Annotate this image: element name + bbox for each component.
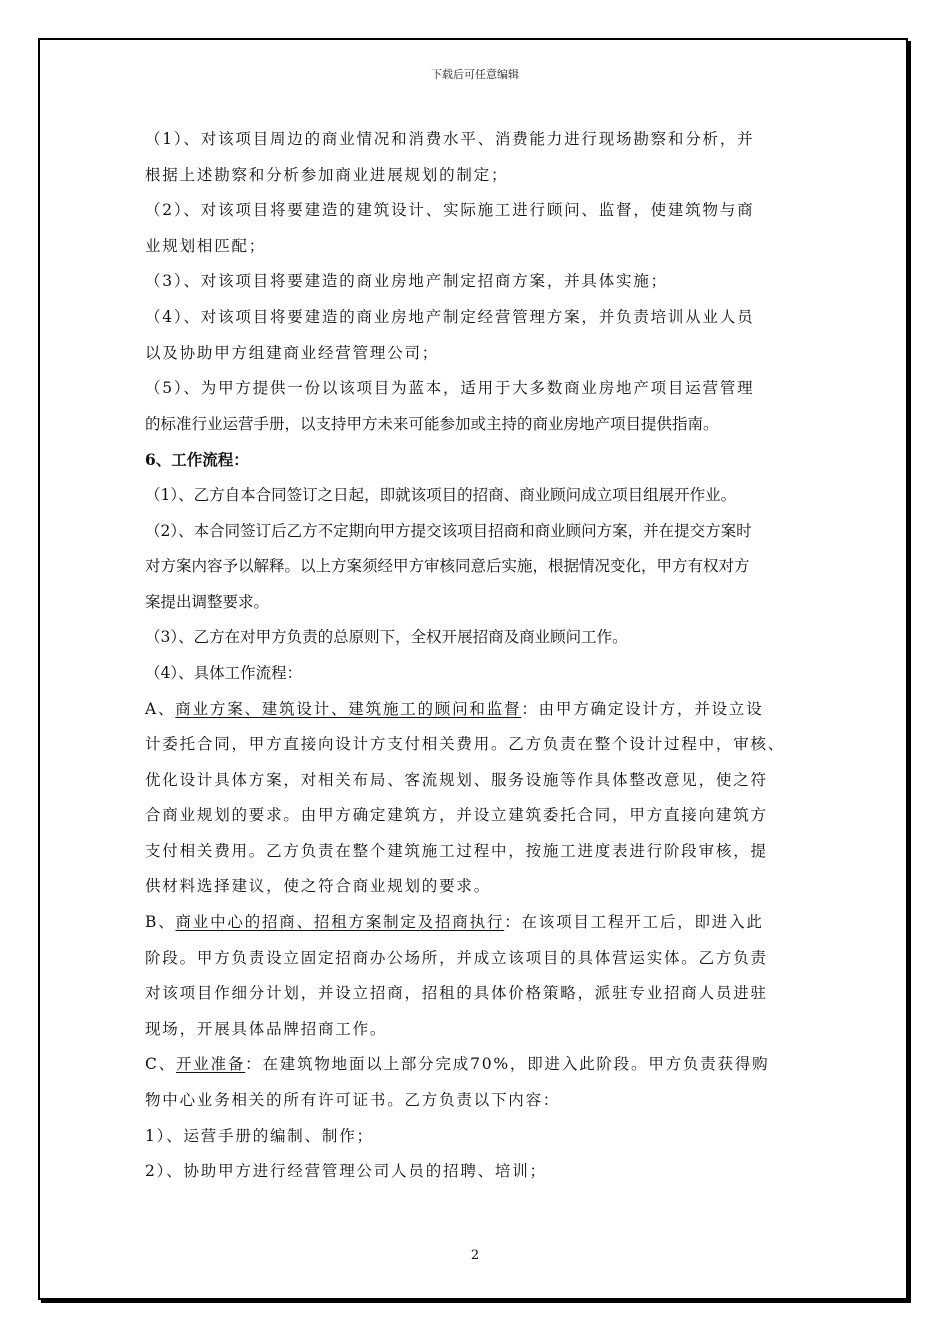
text-line (145, 1012, 815, 1048)
text-segment: 现场，开展具体品牌招商工作。 (145, 1019, 388, 1038)
underlined-term: 开业准备 (175, 1055, 246, 1074)
text-segment: 2）、协助甲方进行经营管理公司人员的招聘、培训； (145, 1162, 547, 1181)
text-segment: （3）、乙方在对甲方负责的总原则下，全权开展招商及商业顾问工作。 (145, 628, 628, 647)
text-segment: A、 (145, 699, 176, 718)
text-segment: 业规划相匹配； (145, 236, 267, 255)
text-line (145, 371, 815, 407)
text-line (145, 834, 815, 870)
text-segment: 计委托合同，甲方直接向设计方支付相关费用。乙方负责在整个设计过程中，审核、 (145, 735, 786, 754)
text-segment: ：由甲方确定设计方，并设立设 (521, 699, 764, 718)
text-line (145, 1154, 815, 1190)
text-segment: 对方案内容予以解释。以上方案须经甲方审核同意后实施，根据情况变化，甲方有权对方 (145, 557, 750, 576)
text-line (145, 549, 815, 585)
text-line (145, 193, 815, 229)
text-segment: 阶段。甲方负责设立固定招商办公场所，并成立该项目的具体营运实体。乙方负责 (145, 948, 768, 967)
text-segment: （4）、具体工作流程： (145, 663, 303, 682)
text-segment: ：在建筑物地面以上部分完成70%，即进入此阶段。甲方负责获得购 (245, 1055, 770, 1074)
text-segment: （4）、对该项目将要建造的商业房地产制定经营管理方案，并负责培训从业人员 (145, 307, 755, 326)
text-segment: 的标准行业运营手册，以支持甲方未来可能参加或主持的商业房地产项目提供指南。 (145, 414, 719, 433)
text-segment: 以及协助甲方组建商业经营管理公司； (145, 343, 440, 362)
text-segment: C、 (145, 1055, 176, 1074)
underlined-term: 商业方案、建筑设计、建筑施工的顾问和监督 (175, 699, 522, 718)
text-line (145, 1083, 815, 1119)
text-line (145, 869, 815, 905)
document-body (145, 122, 815, 1190)
text-segment: （2）、对该项目将要建造的建筑设计、实际施工进行顾问、监督，使建筑物与商 (145, 201, 755, 220)
page-number: 2 (470, 1248, 480, 1263)
text-segment: 6、工作流程： (145, 450, 249, 470)
text-line (145, 620, 815, 656)
text-line (145, 1119, 815, 1155)
text-segment: B、 (145, 913, 176, 932)
text-line (145, 300, 815, 336)
text-line (145, 585, 815, 621)
text-segment: 物中心业务相关的所有许可证书。乙方负责以下内容： (145, 1091, 561, 1110)
text-segment: 合商业规划的要求。由甲方确定建筑方，并设立建筑委托合同，甲方直接向建筑方 (145, 806, 768, 825)
text-line (145, 514, 815, 550)
text-segment: 供材料选择建议，使之符合商业规划的要求。 (145, 877, 492, 896)
text-segment: （5）、为甲方提供一份以该项目为蓝本，适用于大多数商业房地产项目运营管理 (145, 379, 755, 398)
text-line (145, 1047, 815, 1083)
text-segment: 优化设计具体方案，对相关布局、客流规划、服务设施等作具体整改意见，使之符 (145, 770, 768, 789)
text-line (145, 122, 815, 158)
text-line (145, 763, 815, 799)
section-heading (145, 442, 815, 478)
text-line (145, 941, 815, 977)
text-line (145, 158, 815, 194)
text-line (145, 692, 815, 728)
text-segment: 支付相关费用。乙方负责在整个建筑施工过程中，按施工进度表进行阶段审核，提 (145, 841, 768, 860)
header-note: 下载后可任意编辑 (431, 68, 519, 81)
text-line (145, 798, 815, 834)
underlined-term: 商业中心的招商、招租方案制定及招商执行 (175, 913, 505, 932)
text-line (145, 905, 815, 941)
text-segment: 1）、运营手册的编制、制作； (145, 1126, 374, 1145)
text-line (145, 229, 815, 265)
text-line (145, 407, 815, 443)
text-segment: （2）、本合同签订后乙方不定期向甲方提交该项目招商和商业顾问方案，并在提交方案时 (145, 521, 752, 540)
text-segment: 案提出调整要求。 (145, 592, 270, 611)
text-segment: （1）、乙方自本合同签订之日起，即就该项目的招商、商业顾问成立项目组展开作业。 (145, 485, 737, 504)
text-line (145, 478, 815, 514)
text-line (145, 336, 815, 372)
text-segment: （3）、对该项目将要建造的商业房地产制定招商方案，并具体实施； (145, 272, 668, 291)
text-segment: 根据上述勘察和分析参加商业进展规划的制定； (145, 165, 509, 184)
text-line (145, 656, 815, 692)
text-line (145, 264, 815, 300)
text-line (145, 976, 815, 1012)
text-segment: 对该项目作细分计划，并设立招商，招租的具体价格策略，派驻专业招商人员进驻 (145, 984, 768, 1003)
text-line (145, 727, 815, 763)
text-segment: （1）、对该项目周边的商业情况和消费水平、消费能力进行现场勘察和分析，并 (145, 130, 755, 148)
text-segment: ：在该项目工程开工后，即进入此 (504, 913, 764, 932)
